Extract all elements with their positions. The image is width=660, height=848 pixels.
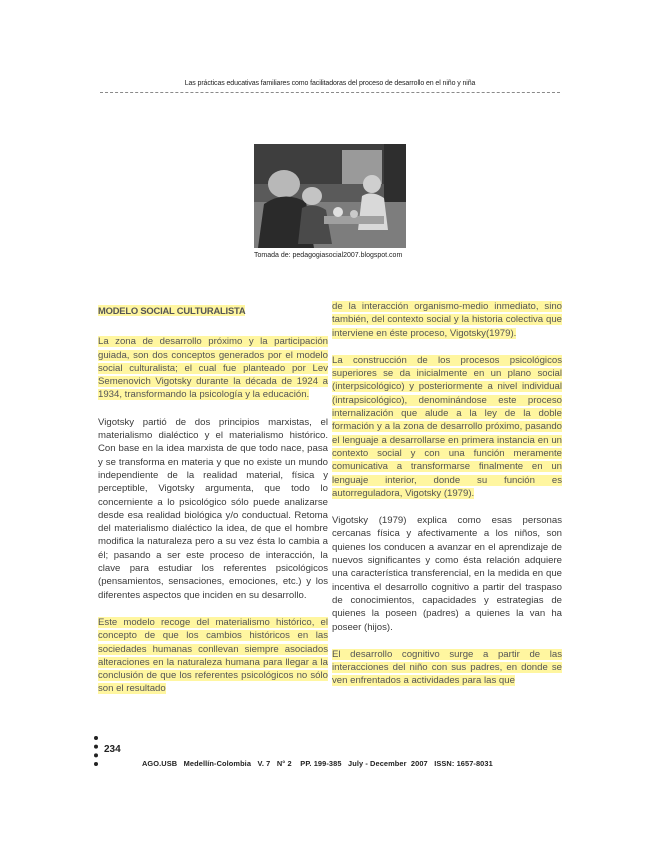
- journal-footer: AGO.USB Medellín-Colombia V. 7 N° 2 PP. 199-385 July - December 2007 ISSN: 1657-8031: [142, 759, 493, 768]
- paragraph: de la interacción organismo-medio inmediato, sino también, del contexto social y la historia colectiva que interviene en éste proceso, Vigotsky(1979).: [332, 301, 562, 339]
- figure-caption: Tomada de: pedagogiasocial2007.blogspot.com: [254, 252, 403, 259]
- section-title: MODELO SOCIAL CULTURALISTA: [98, 305, 246, 316]
- paragraph: El desarrollo cognitivo surge a partir de las interacciones del niño con sus padres, en donde se ven enfrentados a actividades para las que: [332, 648, 562, 687]
- paragraph: Vigotsky (1979) explica como esas personas cercanas física y afectivamente a los niños, son quienes los conducen a avanzar en el aprendizaje de nuevos significantes y como ésta relación adquiere una característica transferencial, en la medida en que incentiva el desarrollo cognitivo a partir del traspaso de conocimientos, capacidades y estrategias de quienes la poseen (padres) a quienes la van ha poseer (hijos).: [332, 515, 562, 633]
- page-number: 234: [104, 744, 121, 755]
- footer-dotted-mark: [94, 736, 102, 766]
- right-column: [332, 300, 562, 702]
- paragraph: La construcción de los procesos psicológicos superiores se da inicialmente en un plano social (interpsicológico) y posteriormente a nivel individual (intrapsicológico), denominándose este proceso internalización que alude a la ley de la doble formación y a la zona de desarrollo próximo, pasando el lenguaje a desarrollarse en primera instancia en un contexto social y con una función meramente comunicativa a transformarse finalmente en un lenguaje interior, donde su función es autorreguladora, Vigotsky (1979).: [332, 354, 562, 499]
- paragraph: La zona de desarrollo próximo y la participación guiada, son dos conceptos generados por el modelo social culturalista; el cual fue planteado por Lev Semenovich Vigotsky durante la década de 1924 a 1934, transformando la psicología y la educación.: [98, 336, 328, 401]
- figure-photo: [254, 144, 406, 248]
- header-divider: [100, 92, 560, 93]
- paragraph: Vigotsky partió de dos principios marxistas, el materialismo dialéctico y el materialismo histórico. Con base en la idea marxista de que todo nace, pasa y se transforma en materia y que no existe un mundo independiente de la realidad material, física y perceptible, Vigotsky argumenta, que todo lo concerniente a lo psicológico sólo puede analizarse desde esa realidad biológica y/o conductual. Retoma del materialismo dialéctico la idea, de que el hombre modifica la naturaleza pero a su vez ésta lo cambia a él; pasando a ser este proceso de interacción, la clave para estudiar los referentes psicológicos (pensamientos, sensaciones, emociones, etc.) y los diferentes aspectos que inciden en su desarrollo.: [98, 416, 328, 601]
- paragraph: Este modelo recoge del materialismo histórico, el concepto de que los cambios históricos en las sociedades humanas conllevan siempre asociados alteraciones en la naturaleza humana para llegar a la conclusión de que los referentes psicológicos no sólo son el resultado: [98, 616, 328, 695]
- running-head: Las prácticas educativas familiares como facilitadoras del proceso de desarrollo en el niño y niña: [184, 80, 476, 87]
- left-column: [98, 300, 328, 710]
